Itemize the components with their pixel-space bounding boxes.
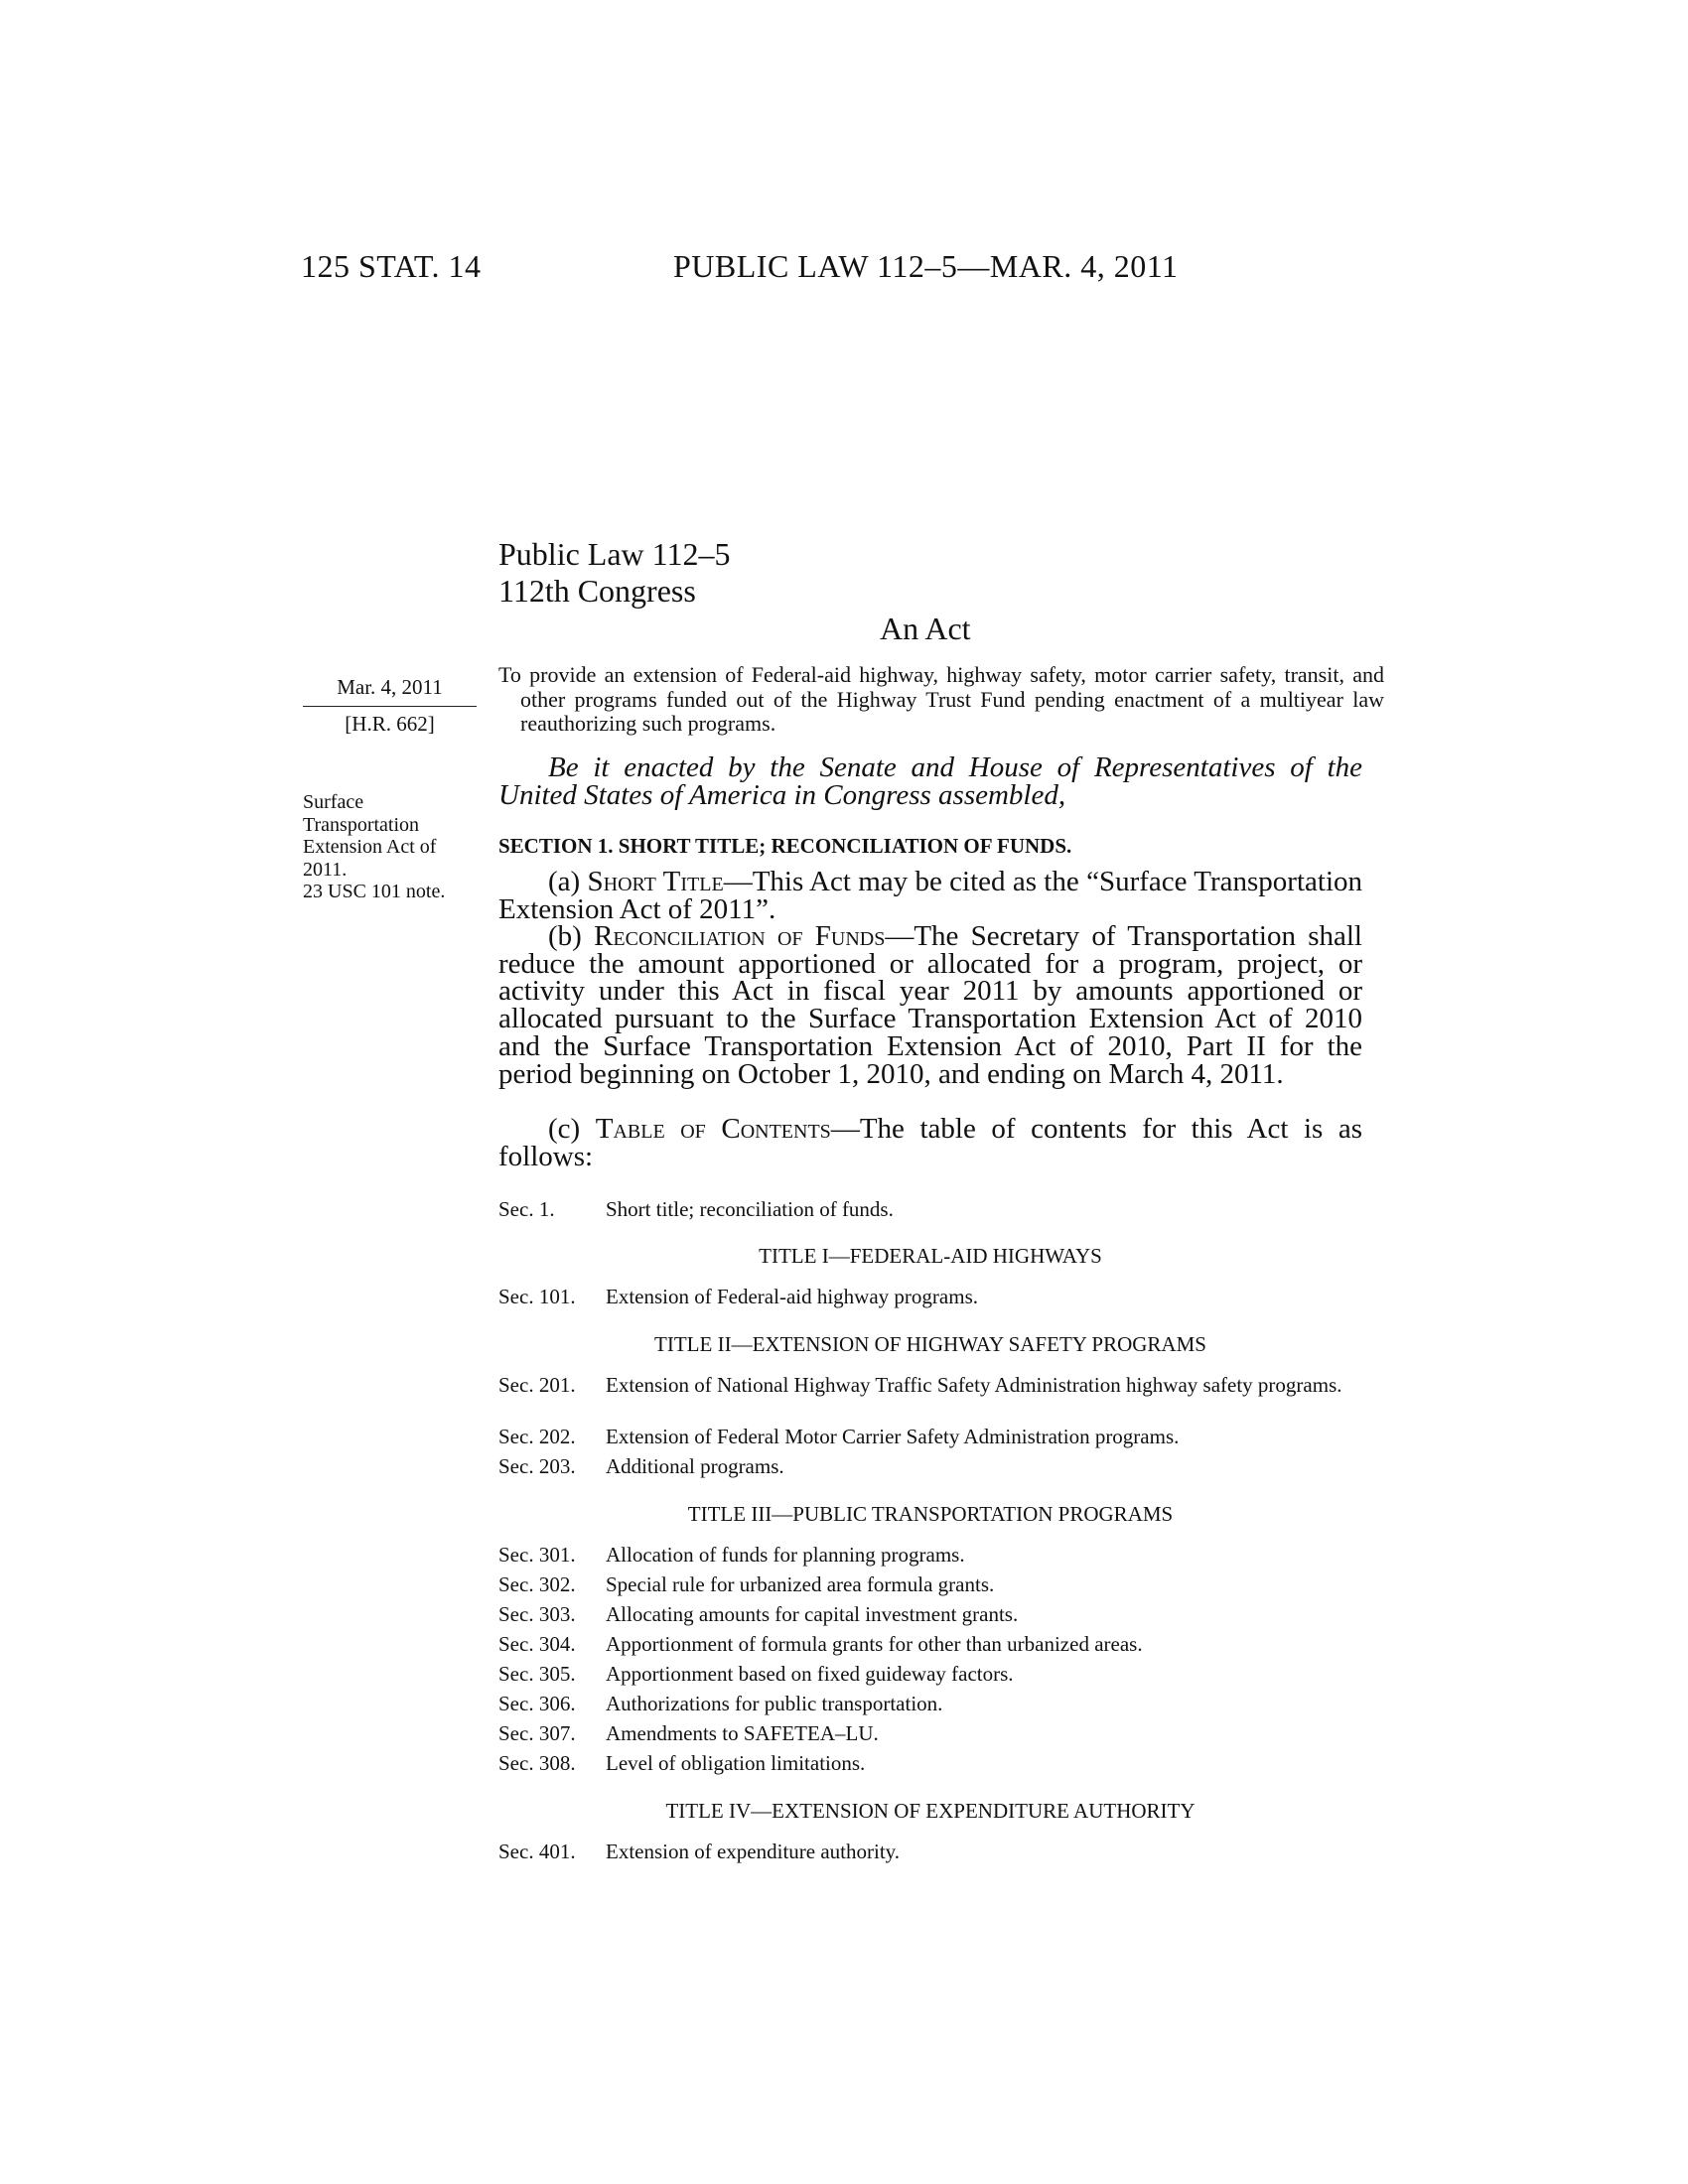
subsection-b [498,920,1362,1090]
toc-title-heading: TITLE III—PUBLIC TRANSPORTATION PROGRAMS [687,1502,1174,1526]
toc-entry [498,1573,1362,1595]
toc-section-title: Extension of expenditure authority. [606,1840,901,1863]
running-header-title: PUBLIC LAW 112–5—MAR. 4, 2011 [673,248,1179,284]
subsection-a [498,866,1363,925]
toc-section-title: Level of obligation limitations. [606,1751,866,1775]
toc-section-title: Authorizations for public transportation. [606,1692,943,1715]
section-heading: SECTION 1. SHORT TITLE; RECONCILIATION OF FUNDS. [498,834,1072,858]
toc-title-heading: TITLE II—EXTENSION OF HIGHWAY SAFETY PROGRAMS [654,1332,1206,1356]
toc-section-number: Sec. 301. [498,1543,576,1567]
toc-section-title: Apportionment of formula grants for other than urbanized areas. [606,1632,1143,1656]
toc-section-number: Sec. 304. [498,1632,576,1656]
sidenote-line: 23 USC 101 note. [303,881,446,902]
toc-entry [498,1693,1362,1714]
toc-section-number: Sec. 201. [498,1373,576,1397]
toc-section-number: Sec. 308. [498,1751,576,1775]
subsection-text: —The table of contents for this Act is as follows: [498,1113,1362,1172]
toc-entry [498,1752,1362,1774]
toc-section-number: Sec. 203. [498,1454,576,1478]
enacting-clause: Be it enacted by the Senate and House of Representatives of the United States of America in Congress assembled, [498,751,1362,811]
toc-section-title: Extension of Federal-aid highway programs. [606,1285,978,1308]
toc-section-title: Amendments to SAFETEA–LU. [606,1721,879,1745]
toc-section-title: Special rule for urbanized area formula grants. [606,1572,995,1596]
toc-section-title: Allocating amounts for capital investment grants. [606,1602,1019,1626]
subsection-caption: Short Title [587,866,724,897]
toc-section-title: Extension of National Highway Traffic Safety Administration highway safety programs. [606,1373,1342,1397]
toc-section-number: Sec. 1. [498,1197,555,1221]
congress-label: 112th Congress [498,573,696,609]
sidenote-line: Extension Act of [303,836,437,858]
toc-section-number: Sec. 302. [498,1572,576,1596]
toc-entry [498,1426,1362,1447]
toc-section-title: Short title; reconciliation of funds. [606,1197,894,1221]
toc-section-number: Sec. 401. [498,1840,576,1863]
sidenote-line: 2011. [303,858,348,881]
toc-entry [498,1544,1362,1566]
toc-entry [498,1841,1362,1862]
toc-entry [498,1633,1362,1655]
toc-section-title: Allocation of funds for planning programs. [606,1543,965,1567]
subsection-text: —This Act may be cited as the “Surface Transportation Extension Act of 2011”. [498,866,1363,925]
sidenote-line: Transportation [303,813,420,836]
toc-section-title: Apportionment based on fixed guideway factors. [606,1662,1014,1686]
subsection-label: (a) [548,866,588,897]
subsection-caption: Reconciliation of Funds [594,920,886,952]
toc-entry [498,1663,1362,1685]
margin-divider [303,706,477,707]
subsection-label: (c) [548,1113,596,1145]
toc-entry [498,1603,1362,1625]
toc-section-title: Additional programs. [606,1454,784,1478]
margin-sidenote [303,791,477,903]
toc-section-number: Sec. 305. [498,1662,576,1686]
toc-title-heading: TITLE IV—EXTENSION OF EXPENDITURE AUTHORITY [665,1799,1196,1823]
stat-page-number: 125 STAT. 14 [301,248,482,284]
subsection-label: (b) [548,920,595,952]
toc-section-number: Sec. 202. [498,1425,576,1448]
toc-entry [498,1198,1362,1220]
subsection-text: —The Secretary of Transportation shall reduce the amount apportioned or allocated for a program, project, or activity under this Act in fiscal year 2011 by amounts apportioned or allocated pursuant to the Surface Transportation Extension Act of 2010 and the Surface Transportation Extension Act of 2010, Part II for the period beginning on October 1, 2010, and ending on March 4, 2011. [498,920,1362,1090]
public-law-number: Public Law 112–5 [498,536,731,572]
sidenote-line: Surface [303,791,364,813]
toc-section-number: Sec. 306. [498,1692,576,1715]
toc-entry [498,1286,1362,1307]
toc-entry [498,1455,1362,1477]
subsection-caption: Table of Contents [595,1113,831,1145]
toc-section-number: Sec. 303. [498,1602,576,1626]
toc-section-title: Extension of Federal Motor Carrier Safety Administration programs. [606,1425,1180,1448]
toc-title-heading: TITLE I—FEDERAL-AID HIGHWAYS [759,1244,1102,1268]
toc-entry [498,1374,1362,1396]
margin-bill-number: [H.R. 662] [345,712,435,736]
toc-section-number: Sec. 307. [498,1721,576,1745]
act-heading: An Act [880,611,971,646]
margin-date: Mar. 4, 2011 [337,675,443,699]
toc-entry [498,1722,1362,1744]
toc-section-number: Sec. 101. [498,1285,576,1308]
subsection-c [498,1113,1362,1172]
purpose-paragraph: To provide an extension of Federal-aid highway, highway safety, motor carrier safety, transit, and other programs funded out of the Highway Trust Fund pending enactment of a multiyear law reauthorizing such programs. [498,662,1384,736]
